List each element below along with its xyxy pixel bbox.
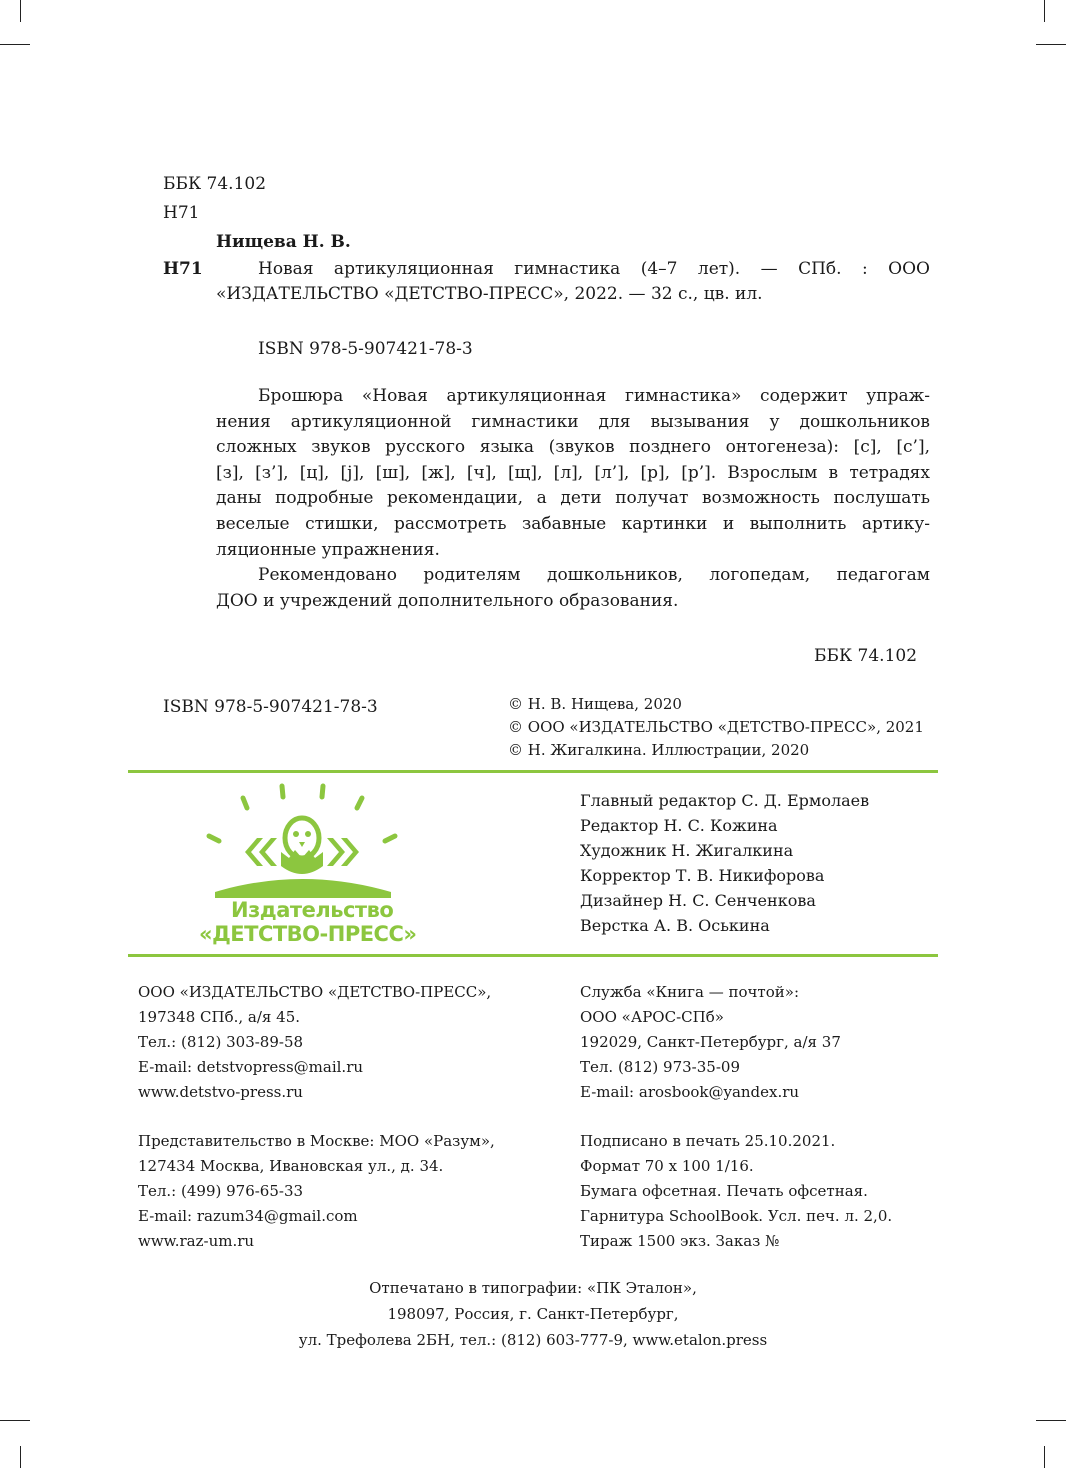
crop-mark — [1044, 0, 1045, 22]
contact-line: www.raz-um.ru — [138, 1232, 255, 1250]
contact-line: E-mail: razum34@gmail.com — [138, 1207, 358, 1225]
chick-in-egg-icon — [195, 780, 435, 900]
print-detail-line: Подписано в печать 25.10.2021. — [580, 1132, 836, 1150]
print-detail-line: Формат 70 x 100 1/16. — [580, 1157, 754, 1175]
recommendation-line: ДОО и учреждений дополнительного образования. — [216, 590, 679, 611]
contact-line: Представительство в Москве: МОО «Разум», — [138, 1132, 495, 1150]
printer-line: ул. Трефолева 2БН, тел.: (812) 603-777-9, www.etalon.press — [298, 1331, 768, 1349]
bbk-code-top: ББК 74.102 — [163, 174, 267, 194]
copyright-line: © Н. Жигалкина. Иллюстрации, 2020 — [508, 741, 810, 759]
crop-mark — [0, 44, 30, 45]
contact-line: E-mail: detstvopress@mail.ru — [138, 1058, 364, 1076]
staff-item: Редактор Н. С. Кожина — [580, 816, 778, 835]
annotation-line: даны подробные рекомендации, а дети получат возможность послушать — [216, 488, 930, 509]
staff-item: Верстка А. В. Оськина — [580, 916, 770, 935]
annotation-line: нения артикуляционной гимнастики для вызывания у дошкольников — [216, 411, 930, 432]
isbn-header: ISBN 978-5-907421-78-3 — [258, 339, 473, 359]
contact-line: 127434 Москва, Ивановская ул., д. 34. — [138, 1157, 444, 1175]
moscow-office-contacts — [138, 1129, 495, 1254]
annotation-paragraph — [216, 384, 930, 614]
copyright-line: © Н. В. Нищева, 2020 — [508, 695, 682, 713]
crop-mark — [20, 0, 21, 22]
recommendation-line: Рекомендовано родителям дошкольников, логопедам, педагогам — [258, 565, 930, 586]
bibliographic-line-2: «ИЗДАТЕЛЬСТВО «ДЕТСТВО-ПРЕСС», 2022. — 32 с., цв. ил. — [216, 284, 763, 304]
print-details — [580, 1129, 892, 1254]
bibliographic-line-1: Новая артикуляционная гимнастика (4–7 лет). — СПб. : ООО — [258, 259, 930, 279]
contact-line: www.detstvo-press.ru — [138, 1083, 303, 1101]
staff-item: Корректор Т. В. Никифорова — [580, 866, 825, 885]
copyright-line: © ООО «ИЗДАТЕЛЬСТВО «ДЕТСТВО-ПРЕСС», 2021 — [508, 718, 924, 736]
publisher-contacts — [138, 980, 491, 1105]
author-mark-side: Н71 — [163, 259, 203, 279]
annotation-line: Брошюра «Новая артикуляционная гимнастика» содержит упраж- — [258, 386, 930, 406]
staff-item: Дизайнер Н. С. Сенченкова — [580, 891, 816, 910]
annotation-line: веселые стишки, рассмотреть забавные картинки и выполнить артику- — [216, 513, 930, 534]
print-detail-line: Тираж 1500 экз. Заказ № — [580, 1232, 780, 1250]
printer-line: Отпечатано в типографии: «ПК Эталон», — [369, 1279, 697, 1297]
annotation-line: [з], [з’], [ц], [j], [ш], [ж], [ч], [щ], [л], [л’], [р], [р’]. Взрослым в тетрадях — [216, 462, 930, 483]
crop-mark — [1036, 44, 1066, 45]
staff-item: Художник Н. Жигалкина — [580, 841, 794, 860]
staff-list — [580, 788, 869, 938]
contact-line: Тел.: (499) 976-65-33 — [138, 1182, 304, 1200]
green-divider-top — [128, 770, 938, 773]
bbk-code-bottom: ББК 74.102 — [814, 646, 918, 666]
contact-line: ООО «АРОС-СПб» — [580, 1008, 724, 1026]
isbn-footer: ISBN 978-5-907421-78-3 — [163, 697, 378, 717]
author-name: Нищева Н. В. — [216, 232, 351, 252]
annotation-line: ляционные упражнения. — [216, 539, 440, 560]
contact-line: 192029, Санкт-Петербург, а/я 37 — [580, 1033, 841, 1051]
contact-line: ООО «ИЗДАТЕЛЬСТВО «ДЕТСТВО-ПРЕСС», — [138, 983, 492, 1001]
contact-line: Тел.: (812) 303-89-58 — [138, 1033, 304, 1051]
contact-line: Тел. (812) 973-35-09 — [580, 1058, 740, 1076]
printer-line: 198097, Россия, г. Санкт-Петербург, — [387, 1305, 679, 1323]
contact-line: Служба «Книга — почтой»: — [580, 983, 799, 1001]
contact-line: E-mail: arosbook@yandex.ru — [580, 1083, 800, 1101]
author-mark-top: Н71 — [163, 203, 200, 223]
annotation-line: сложных звуков русского языка (звуков позднего онтогенеза): [с], [с’], — [216, 437, 930, 458]
logo-text-line-1: Издательство — [231, 898, 394, 922]
crop-mark — [1044, 1446, 1045, 1468]
staff-item: Главный редактор С. Д. Ермолаев — [580, 791, 870, 810]
contact-line: 197348 СПб., а/я 45. — [138, 1008, 301, 1026]
mail-service-contacts — [580, 980, 841, 1105]
green-divider-bottom — [128, 954, 938, 957]
crop-mark — [0, 1420, 30, 1421]
logo-text-line-2: «ДЕТСТВО-ПРЕСС» — [199, 922, 417, 946]
crop-mark — [1036, 1420, 1066, 1421]
publisher-logo — [195, 780, 435, 950]
print-detail-line: Гарнитура SchoolBook. Усл. печ. л. 2,0. — [580, 1207, 893, 1225]
print-detail-line: Бумага офсетная. Печать офсетная. — [580, 1182, 868, 1200]
crop-mark — [20, 1446, 21, 1468]
printer-info — [0, 1275, 1066, 1353]
